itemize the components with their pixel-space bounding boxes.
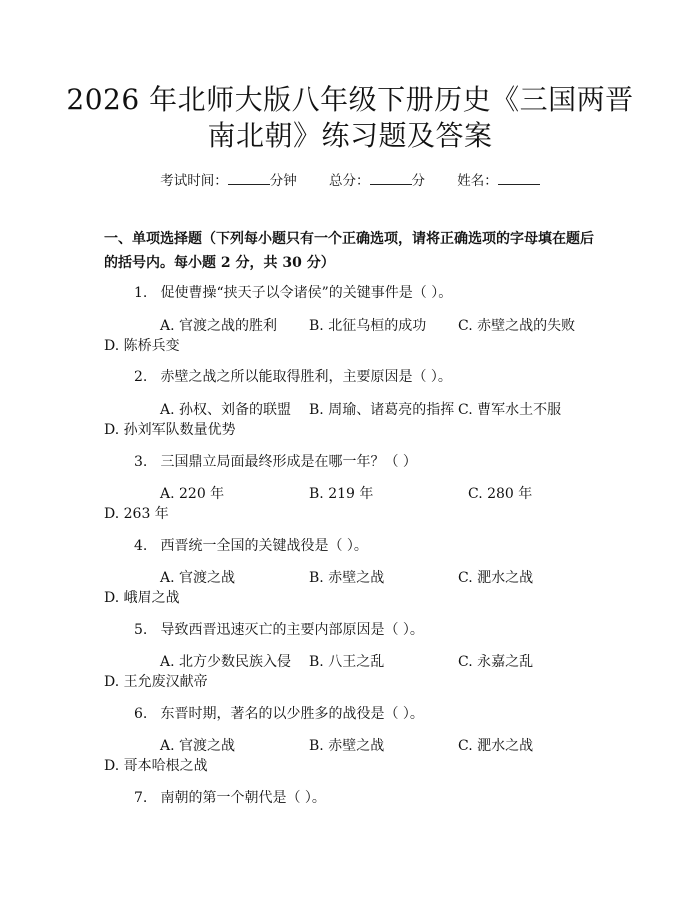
option-c: C. 淝水之战 (458, 738, 534, 754)
time-unit: 分钟 (269, 173, 297, 189)
question-number: 6. (134, 706, 148, 722)
question-number: 4. (134, 538, 148, 554)
question-number: 3. (134, 454, 148, 470)
option-a: A. 孙权、刘备的联盟 (160, 402, 292, 418)
question-text: 三国鼎立局面最终形成是在哪一年？（ ） (160, 454, 417, 470)
option-d: D. 263 年 (104, 506, 169, 522)
exam-meta (0, 169, 700, 189)
question-text: 东晋时期，著名的以少胜多的战役是（ ）。 (160, 706, 424, 722)
option-b: B. 赤壁之战 (309, 570, 385, 586)
option-d: D. 哥本哈根之战 (104, 758, 208, 774)
option-c: C. 淝水之战 (458, 570, 534, 586)
option-a: A. 官渡之战的胜利 (160, 318, 278, 334)
page-title-line2: 南北朝》练习题及答案 (207, 119, 493, 152)
question-6 (134, 703, 424, 723)
option-b: B. 八王之乱 (309, 654, 385, 670)
option-b: B. 周瑜、诸葛亮的指挥 (309, 402, 455, 418)
question-number: 1. (134, 285, 148, 301)
question-1 (134, 282, 452, 302)
question-text: 南朝的第一个朝代是（ ）。 (160, 790, 326, 806)
option-c: C. 280 年 (468, 486, 533, 502)
name-blank (498, 172, 540, 185)
score-blank (370, 172, 412, 185)
question-5 (134, 619, 424, 639)
question-text: 导致西晋迅速灭亡的主要内部原因是（ ）。 (160, 622, 424, 638)
question-7 (134, 787, 326, 807)
option-a: A. 官渡之战 (160, 738, 236, 754)
score-unit: 分 (411, 173, 425, 189)
option-a: A. 220 年 (160, 486, 225, 502)
option-d: D. 陈桥兵变 (104, 338, 180, 354)
question-3 (134, 451, 417, 471)
section-heading: 一、单项选择题（下列每小题只有一个正确选项，请将正确选项的字母填在题后的括号内。每小题 2 分，共 30 分） (104, 231, 594, 271)
question-text: 赤壁之战之所以能取得胜利，主要原因是（ ）。 (160, 369, 452, 385)
option-b: B. 赤壁之战 (309, 738, 385, 754)
option-c: C. 曹军水土不服 (458, 402, 562, 418)
question-2 (134, 366, 452, 386)
time-label: 考试时间： (160, 173, 228, 189)
name-label: 姓名： (457, 173, 498, 189)
question-4 (134, 535, 368, 555)
question-text: 促使曹操“挟天子以令诸侯”的关键事件是（ ）。 (160, 285, 453, 301)
option-c: C. 永嘉之乱 (458, 654, 534, 670)
option-b: B. 219 年 (309, 486, 374, 502)
option-b: B. 北征乌桓的成功 (309, 318, 427, 334)
score-label: 总分： (329, 173, 370, 189)
option-d: D. 王允废汉献帝 (104, 674, 208, 690)
option-c: C. 赤壁之战的失败 (458, 318, 576, 334)
option-d: D. 峨眉之战 (104, 590, 180, 606)
page-title-line1: 2026 年北师大版八年级下册历史《三国两晋 (66, 83, 634, 116)
question-number: 2. (134, 369, 148, 385)
question-text: 西晋统一全国的关键战役是（ ）。 (160, 538, 368, 554)
option-a: A. 北方少数民族入侵 (160, 654, 292, 670)
question-number: 7. (134, 790, 148, 806)
option-a: A. 官渡之战 (160, 570, 236, 586)
option-d: D. 孙刘军队数量优势 (104, 422, 236, 438)
time-blank (228, 172, 270, 185)
question-number: 5. (134, 622, 148, 638)
